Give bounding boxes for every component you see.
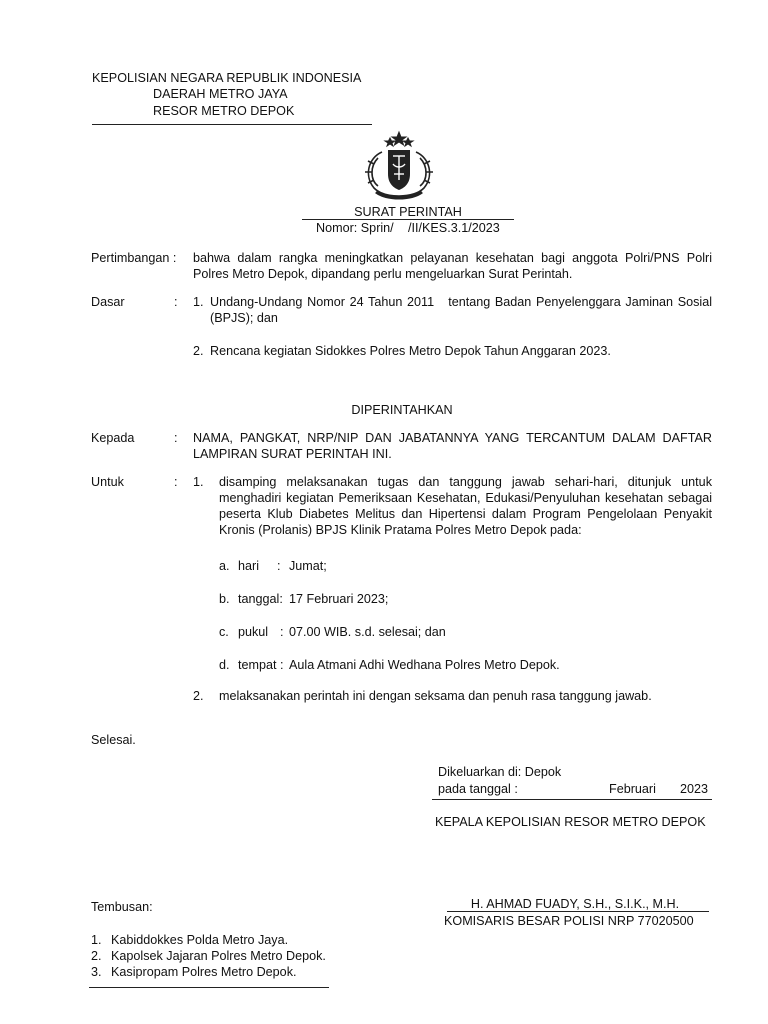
sub-c-letter: c.: [219, 625, 229, 639]
sub-b-letter: b.: [219, 592, 230, 606]
dasar-item-2-text: Rencana kegiatan Sidokkes Polres Metro Depok Tahun Anggaran 2023.: [210, 344, 611, 358]
sub-d-value: Aula Atmani Adhi Wedhana Polres Metro Depok.: [289, 658, 560, 672]
tembusan-item-3-num: 3.: [91, 965, 102, 979]
dasar-item-1-num: 1.: [193, 295, 204, 309]
header-line-2: DAERAH METRO JAYA: [153, 87, 288, 101]
pertimbangan-label: Pertimbangan :: [91, 251, 177, 265]
sub-c-sep: :: [280, 625, 284, 639]
number-suffix: /II/KES.3.1/2023: [408, 221, 500, 235]
untuk-item-1-text: disamping melaksanakan tugas dan tanggung jawab sehari-hari, ditunjuk untuk menghadiri kegiatan Pemeriksaan Kesehatan, Edukasi/Penyuluhan kesehatan sebagai peserta Klub Diabetes Melitus dan Hipertensi dalam Program Pengelolaan Penyakit Kronis (Prolanis) BPJS Klinik Pratama Polres Metro Depok pada:: [219, 475, 712, 537]
dasar-colon: :: [174, 295, 178, 309]
untuk-label: Untuk: [91, 475, 124, 489]
issued-place: Dikeluarkan di: Depok: [438, 765, 562, 779]
signatory-title: KEPALA KEPOLISIAN RESOR METRO DEPOK: [435, 815, 706, 829]
sub-c-value: 07.00 WIB. s.d. selesai; dan: [289, 625, 446, 639]
issued-month: Februari: [609, 782, 656, 796]
tembusan-underline: [89, 987, 329, 988]
tembusan-label: Tembusan:: [91, 900, 153, 914]
dasar-item-2-num: 2.: [193, 344, 204, 358]
signatory-rank: KOMISARIS BESAR POLISI NRP 77020500: [444, 914, 694, 928]
issued-underline: [432, 799, 712, 800]
kepada-text: NAMA, PANGKAT, NRP/NIP DAN JABATANNYA YANG TERCANTUM DALAM DAFTAR LAMPIRAN SURAT PERINTAH INI.: [193, 431, 712, 461]
sub-d-letter: d.: [219, 658, 230, 672]
police-emblem-icon: [356, 130, 442, 202]
untuk-item-2-text: melaksanakan perintah ini dengan seksama dan penuh rasa tanggung jawab.: [219, 689, 652, 703]
sub-d-key: tempat :: [238, 658, 284, 672]
tembusan-item-3-text: Kasipropam Polres Metro Depok.: [111, 965, 297, 979]
signatory-name-underline: [447, 911, 709, 912]
sub-b-value: 17 Februari 2023;: [289, 592, 389, 606]
sub-c-key: pukul: [238, 625, 269, 639]
number-label: Nomor: Sprin/: [316, 221, 394, 235]
sub-a-key: hari: [238, 559, 259, 573]
dasar-label: Dasar: [91, 295, 125, 309]
sub-a-value: Jumat;: [289, 559, 327, 573]
sub-a-sep: :: [277, 559, 281, 573]
sub-b-key: tanggal:: [238, 592, 283, 606]
selesai-text: Selesai.: [91, 733, 136, 747]
pertimbangan-text: bahwa dalam rangka meningkatkan pelayanan kesehatan bagi anggota Polri/PNS Polri Polres Metro Depok, dipandang perlu mengeluarkan Surat Perintah.: [193, 251, 712, 281]
header-line-1: KEPOLISIAN NEGARA REPUBLIK INDONESIA: [92, 71, 362, 85]
untuk-item-1-num: 1.: [193, 475, 204, 489]
sub-a-letter: a.: [219, 559, 230, 573]
tembusan-item-2-num: 2.: [91, 949, 102, 963]
kepada-colon: :: [174, 431, 178, 445]
signatory-name: H. AHMAD FUADY, S.H., S.I.K., M.H.: [470, 897, 680, 911]
kepada-label: Kepada: [91, 431, 135, 445]
untuk-colon: :: [174, 475, 178, 489]
untuk-item-2-num: 2.: [193, 689, 204, 703]
tembusan-item-1-text: Kabiddokkes Polda Metro Jaya.: [111, 933, 289, 947]
tembusan-item-2-text: Kapolsek Jajaran Polres Metro Depok.: [111, 949, 326, 963]
header-line-3: RESOR METRO DEPOK: [153, 104, 295, 118]
issued-date-label: pada tanggal :: [438, 782, 518, 796]
diperintahkan-heading: DIPERINTAHKAN: [351, 403, 453, 417]
document-title: SURAT PERINTAH: [354, 205, 462, 219]
issued-year: 2023: [680, 782, 709, 796]
dasar-item-1-text: Undang-Undang Nomor 24 Tahun 2011 tentang Badan Penyelenggara Jaminan Sosial (BPJS); dan: [210, 295, 716, 325]
tembusan-item-1-num: 1.: [91, 933, 102, 947]
header-underline: [92, 124, 372, 125]
